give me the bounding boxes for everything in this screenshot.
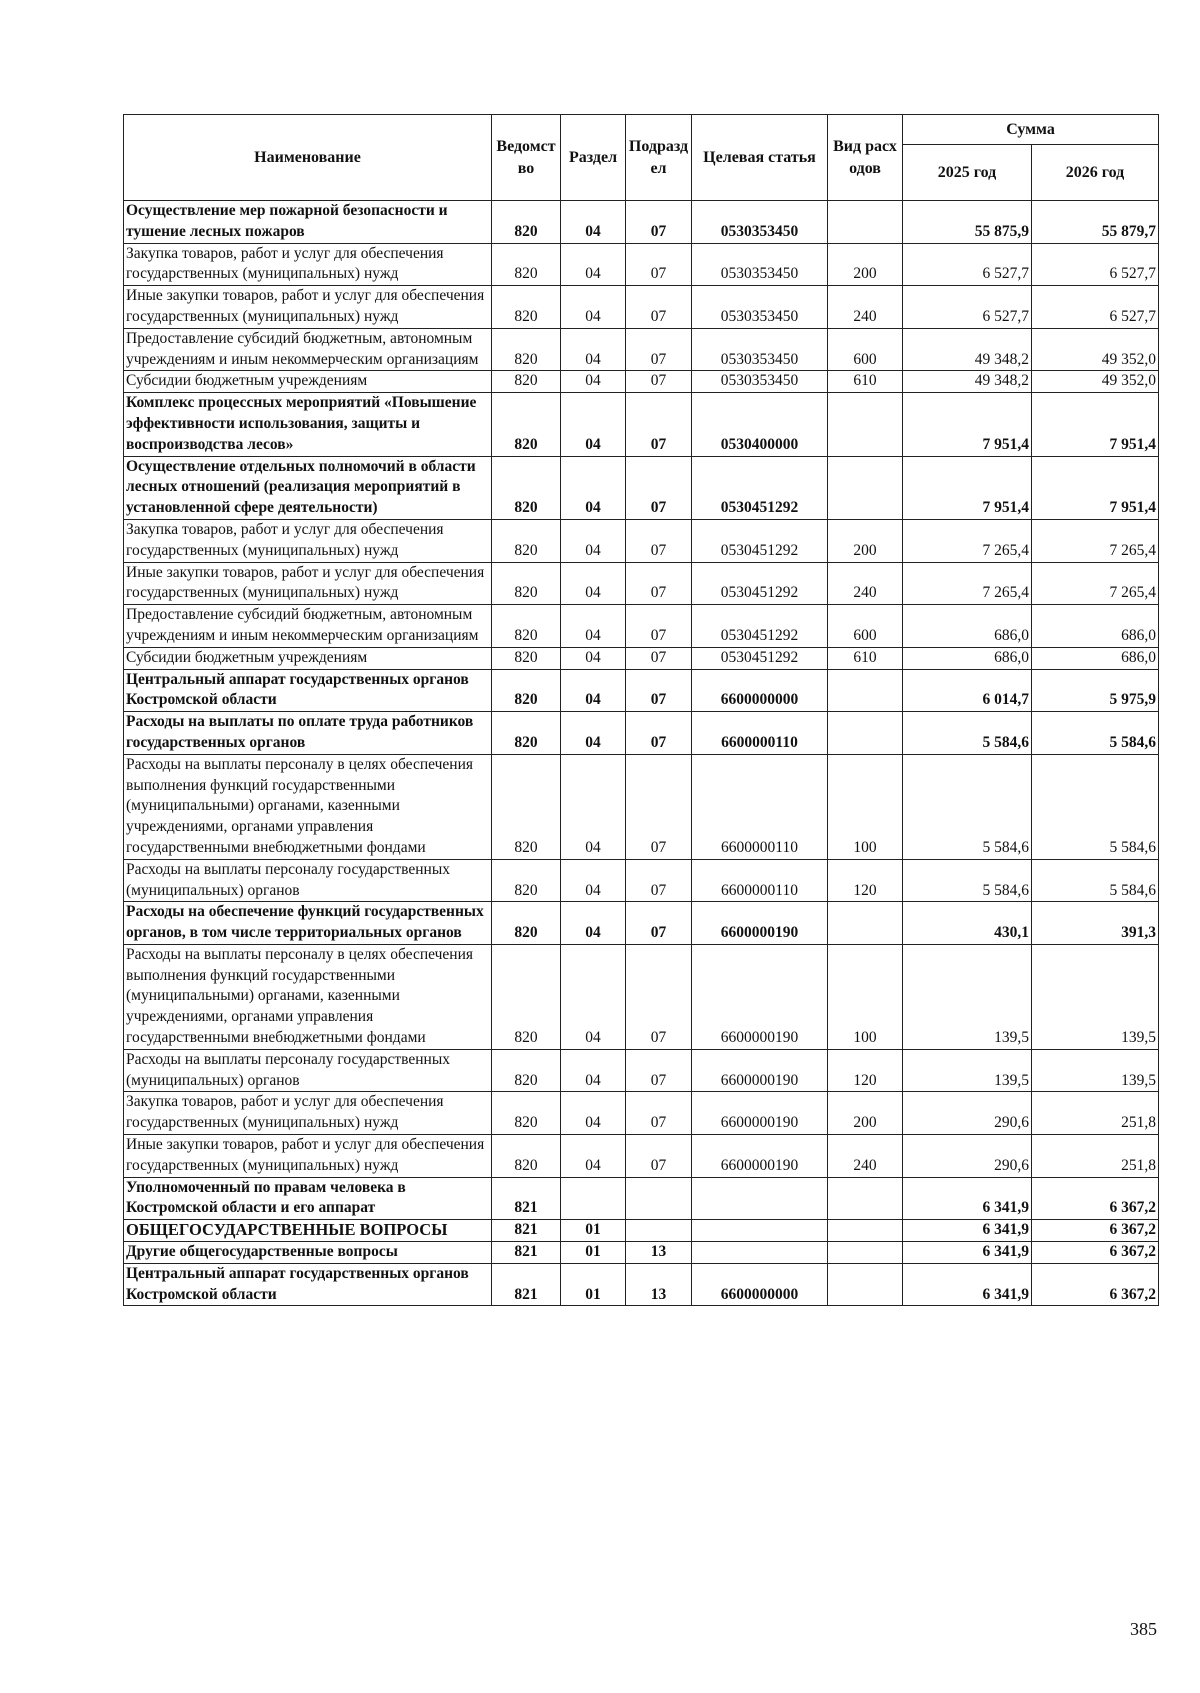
row-vedomstvo: 820	[492, 754, 561, 859]
header-year-2026: 2026 год	[1032, 145, 1159, 201]
row-vedomstvo: 821	[492, 1263, 561, 1306]
row-razdel: 04	[561, 328, 626, 371]
table-row	[124, 605, 1159, 648]
row-vedomstvo: 820	[492, 456, 561, 519]
table-row	[124, 669, 1159, 712]
row-vedomstvo: 820	[492, 562, 561, 605]
row-sum-2026: 686,0	[1032, 647, 1159, 669]
row-name: Расходы на выплаты персоналу государственных (муниципальных) органов	[124, 859, 492, 902]
row-razdel: 04	[561, 456, 626, 519]
row-sum-2026: 6 367,2	[1032, 1220, 1159, 1242]
table-row	[124, 754, 1159, 859]
row-sum-2026: 391,3	[1032, 902, 1159, 945]
row-name: Осуществление отдельных полномочий в области лесных отношений (реализация мероприятий в установленной сфере деятельности)	[124, 456, 492, 519]
row-celevaya-statya: 0530451292	[692, 519, 828, 562]
row-vid-raskhodov	[828, 456, 903, 519]
page-number: 385	[1130, 1619, 1157, 1639]
row-vid-raskhodov	[828, 1242, 903, 1264]
row-vedomstvo: 821	[492, 1220, 561, 1242]
row-vid-raskhodov: 120	[828, 1049, 903, 1092]
row-podrazdel: 07	[626, 647, 692, 669]
row-celevaya-statya: 6600000190	[692, 1092, 828, 1135]
row-celevaya-statya: 0530451292	[692, 647, 828, 669]
row-vedomstvo: 820	[492, 393, 561, 456]
row-vid-raskhodov	[828, 712, 903, 755]
row-razdel: 04	[561, 562, 626, 605]
row-celevaya-statya	[692, 1177, 828, 1220]
row-razdel: 04	[561, 1135, 626, 1178]
row-vid-raskhodov: 240	[828, 286, 903, 329]
row-podrazdel: 07	[626, 754, 692, 859]
row-vid-raskhodov: 240	[828, 1135, 903, 1178]
row-celevaya-statya: 0530353450	[692, 286, 828, 329]
row-vedomstvo: 820	[492, 328, 561, 371]
header-vid-raskhodov: Вид расходов	[828, 115, 903, 201]
row-celevaya-statya: 6600000110	[692, 859, 828, 902]
row-podrazdel: 07	[626, 456, 692, 519]
row-sum-2026: 139,5	[1032, 944, 1159, 1049]
row-vid-raskhodov	[828, 902, 903, 945]
row-vid-raskhodov	[828, 1177, 903, 1220]
row-celevaya-statya: 0530353450	[692, 243, 828, 286]
row-podrazdel: 07	[626, 712, 692, 755]
row-sum-2025: 5 584,6	[903, 859, 1032, 902]
row-razdel: 04	[561, 201, 626, 244]
table-row	[124, 201, 1159, 244]
table-row	[124, 647, 1159, 669]
row-name: Предоставление субсидий бюджетным, автономным учреждениям и иным некоммерческим организациям	[124, 605, 492, 648]
row-podrazdel: 07	[626, 562, 692, 605]
row-celevaya-statya: 6600000000	[692, 669, 828, 712]
row-sum-2026: 5 975,9	[1032, 669, 1159, 712]
row-podrazdel: 07	[626, 371, 692, 393]
row-vid-raskhodov	[828, 1220, 903, 1242]
row-name: Субсидии бюджетным учреждениям	[124, 371, 492, 393]
row-podrazdel: 07	[626, 1092, 692, 1135]
row-vedomstvo: 821	[492, 1177, 561, 1220]
row-sum-2026: 6 367,2	[1032, 1242, 1159, 1264]
row-celevaya-statya: 0530353450	[692, 201, 828, 244]
row-name: Расходы на обеспечение функций государственных органов, в том числе территориальных органов	[124, 902, 492, 945]
row-razdel: 04	[561, 669, 626, 712]
row-celevaya-statya: 0530400000	[692, 393, 828, 456]
row-sum-2026: 5 584,6	[1032, 712, 1159, 755]
table-row	[124, 243, 1159, 286]
row-sum-2025: 686,0	[903, 605, 1032, 648]
header-celevaya-statya: Целевая статья	[692, 115, 828, 201]
row-sum-2025: 6 341,9	[903, 1220, 1032, 1242]
row-podrazdel: 07	[626, 859, 692, 902]
row-sum-2026: 55 879,7	[1032, 201, 1159, 244]
row-celevaya-statya	[692, 1220, 828, 1242]
row-vedomstvo: 820	[492, 286, 561, 329]
row-name: Иные закупки товаров, работ и услуг для обеспечения государственных (муниципальных) нужд	[124, 286, 492, 329]
row-sum-2025: 49 348,2	[903, 371, 1032, 393]
row-sum-2025: 290,6	[903, 1092, 1032, 1135]
row-vedomstvo: 820	[492, 605, 561, 648]
row-vid-raskhodov: 200	[828, 1092, 903, 1135]
row-vedomstvo: 820	[492, 201, 561, 244]
row-podrazdel: 07	[626, 201, 692, 244]
row-razdel	[561, 1177, 626, 1220]
row-podrazdel: 07	[626, 243, 692, 286]
row-sum-2025: 5 584,6	[903, 712, 1032, 755]
row-sum-2025: 6 527,7	[903, 243, 1032, 286]
table-row	[124, 1092, 1159, 1135]
row-razdel: 01	[561, 1263, 626, 1306]
row-sum-2025: 7 951,4	[903, 456, 1032, 519]
row-razdel: 04	[561, 371, 626, 393]
row-sum-2025: 7 951,4	[903, 393, 1032, 456]
row-podrazdel: 13	[626, 1242, 692, 1264]
row-razdel: 04	[561, 647, 626, 669]
row-sum-2026: 6 367,2	[1032, 1177, 1159, 1220]
row-vedomstvo: 820	[492, 712, 561, 755]
budget-table	[123, 114, 1159, 1306]
row-celevaya-statya: 0530451292	[692, 562, 828, 605]
row-razdel: 04	[561, 605, 626, 648]
header-podrazdel: Подраздел	[626, 115, 692, 201]
row-name: Комплекс процессных мероприятий «Повышение эффективности использования, защиты и воспроизводства лесов»	[124, 393, 492, 456]
row-name: Центральный аппарат государственных органов Костромской области	[124, 669, 492, 712]
table-row	[124, 371, 1159, 393]
row-podrazdel: 07	[626, 605, 692, 648]
row-razdel: 04	[561, 1049, 626, 1092]
table-row	[124, 859, 1159, 902]
table-row	[124, 902, 1159, 945]
row-name: Уполномоченный по правам человека в Костромской области и его аппарат	[124, 1177, 492, 1220]
row-podrazdel: 07	[626, 286, 692, 329]
row-razdel: 04	[561, 286, 626, 329]
row-vid-raskhodov	[828, 393, 903, 456]
row-celevaya-statya: 6600000110	[692, 754, 828, 859]
row-sum-2025: 7 265,4	[903, 519, 1032, 562]
row-sum-2026: 5 584,6	[1032, 754, 1159, 859]
row-name: ОБЩЕГОСУДАРСТВЕННЫЕ ВОПРОСЫ	[124, 1220, 492, 1242]
row-razdel: 04	[561, 393, 626, 456]
row-name: Другие общегосударственные вопросы	[124, 1242, 492, 1264]
row-sum-2026: 7 265,4	[1032, 519, 1159, 562]
row-vedomstvo: 820	[492, 944, 561, 1049]
row-podrazdel: 07	[626, 328, 692, 371]
row-name: Закупка товаров, работ и услуг для обеспечения государственных (муниципальных) нужд	[124, 1092, 492, 1135]
row-vid-raskhodov	[828, 1263, 903, 1306]
row-celevaya-statya: 6600000000	[692, 1263, 828, 1306]
table-row	[124, 1242, 1159, 1264]
row-sum-2026: 686,0	[1032, 605, 1159, 648]
row-vedomstvo: 820	[492, 243, 561, 286]
header-year-2025: 2025 год	[903, 145, 1032, 201]
row-vid-raskhodov: 610	[828, 371, 903, 393]
row-podrazdel	[626, 1177, 692, 1220]
row-sum-2025: 6 014,7	[903, 669, 1032, 712]
row-sum-2026: 7 951,4	[1032, 456, 1159, 519]
row-sum-2025: 6 341,9	[903, 1242, 1032, 1264]
row-name: Иные закупки товаров, работ и услуг для обеспечения государственных (муниципальных) нужд	[124, 562, 492, 605]
header-razdel: Раздел	[561, 115, 626, 201]
row-name: Расходы на выплаты персоналу государственных (муниципальных) органов	[124, 1049, 492, 1092]
row-sum-2026: 251,8	[1032, 1135, 1159, 1178]
row-name: Осуществление мер пожарной безопасности и тушение лесных пожаров	[124, 201, 492, 244]
row-sum-2025: 6 341,9	[903, 1177, 1032, 1220]
row-vid-raskhodov: 200	[828, 243, 903, 286]
table-row	[124, 286, 1159, 329]
row-podrazdel: 07	[626, 1049, 692, 1092]
row-celevaya-statya: 0530451292	[692, 456, 828, 519]
row-sum-2025: 139,5	[903, 944, 1032, 1049]
table-body	[124, 201, 1159, 1306]
row-sum-2025: 6 341,9	[903, 1263, 1032, 1306]
row-celevaya-statya: 6600000190	[692, 902, 828, 945]
row-sum-2026: 49 352,0	[1032, 371, 1159, 393]
row-vedomstvo: 820	[492, 669, 561, 712]
row-vid-raskhodov: 240	[828, 562, 903, 605]
row-name: Предоставление субсидий бюджетным, автономным учреждениям и иным некоммерческим организациям	[124, 328, 492, 371]
row-vid-raskhodov: 100	[828, 754, 903, 859]
budget-sheet	[123, 114, 1158, 1306]
row-celevaya-statya: 6600000190	[692, 1135, 828, 1178]
row-name: Закупка товаров, работ и услуг для обеспечения государственных (муниципальных) нужд	[124, 243, 492, 286]
table-row	[124, 393, 1159, 456]
row-sum-2025: 290,6	[903, 1135, 1032, 1178]
row-sum-2026: 7 265,4	[1032, 562, 1159, 605]
row-celevaya-statya: 6600000190	[692, 1049, 828, 1092]
row-podrazdel: 07	[626, 669, 692, 712]
row-vid-raskhodov	[828, 669, 903, 712]
row-name: Центральный аппарат государственных органов Костромской области	[124, 1263, 492, 1306]
row-vedomstvo: 820	[492, 859, 561, 902]
table-row	[124, 1263, 1159, 1306]
row-podrazdel: 13	[626, 1263, 692, 1306]
row-razdel: 04	[561, 902, 626, 945]
row-name: Иные закупки товаров, работ и услуг для обеспечения государственных (муниципальных) нужд	[124, 1135, 492, 1178]
row-sum-2025: 7 265,4	[903, 562, 1032, 605]
header-summa: Сумма	[903, 115, 1159, 145]
row-name: Субсидии бюджетным учреждениям	[124, 647, 492, 669]
row-sum-2025: 49 348,2	[903, 328, 1032, 371]
row-name: Расходы на выплаты персоналу в целях обеспечения выполнения функций государственными (муниципальными) органами, казенными учреждениями, органами управления государственными внебюджетными фондами	[124, 944, 492, 1049]
row-vedomstvo: 821	[492, 1242, 561, 1264]
row-razdel: 04	[561, 712, 626, 755]
row-vedomstvo: 820	[492, 647, 561, 669]
row-celevaya-statya: 0530451292	[692, 605, 828, 648]
row-sum-2026: 6 367,2	[1032, 1263, 1159, 1306]
header-vedomstvo: Ведомство	[492, 115, 561, 201]
row-sum-2026: 139,5	[1032, 1049, 1159, 1092]
row-name: Расходы на выплаты по оплате труда работников государственных органов	[124, 712, 492, 755]
row-celevaya-statya: 0530353450	[692, 328, 828, 371]
row-sum-2025: 55 875,9	[903, 201, 1032, 244]
row-razdel: 04	[561, 754, 626, 859]
row-vid-raskhodov	[828, 201, 903, 244]
table-row	[124, 1049, 1159, 1092]
row-sum-2026: 7 951,4	[1032, 393, 1159, 456]
table-row	[124, 328, 1159, 371]
row-vid-raskhodov: 120	[828, 859, 903, 902]
row-vid-raskhodov: 200	[828, 519, 903, 562]
row-celevaya-statya: 6600000110	[692, 712, 828, 755]
row-sum-2025: 686,0	[903, 647, 1032, 669]
table-row	[124, 944, 1159, 1049]
table-row	[124, 1220, 1159, 1242]
row-name: Закупка товаров, работ и услуг для обеспечения государственных (муниципальных) нужд	[124, 519, 492, 562]
row-razdel: 04	[561, 944, 626, 1049]
row-vid-raskhodov: 600	[828, 605, 903, 648]
row-sum-2026: 5 584,6	[1032, 859, 1159, 902]
table-row	[124, 456, 1159, 519]
row-sum-2026: 49 352,0	[1032, 328, 1159, 371]
row-razdel: 04	[561, 243, 626, 286]
row-razdel: 01	[561, 1220, 626, 1242]
row-celevaya-statya: 0530353450	[692, 371, 828, 393]
row-sum-2025: 139,5	[903, 1049, 1032, 1092]
row-sum-2025: 5 584,6	[903, 754, 1032, 859]
row-podrazdel: 07	[626, 902, 692, 945]
table-row	[124, 1177, 1159, 1220]
row-podrazdel: 07	[626, 944, 692, 1049]
row-vedomstvo: 820	[492, 1092, 561, 1135]
row-razdel: 04	[561, 1092, 626, 1135]
row-vid-raskhodov: 100	[828, 944, 903, 1049]
row-vedomstvo: 820	[492, 1135, 561, 1178]
row-vedomstvo: 820	[492, 371, 561, 393]
row-sum-2026: 6 527,7	[1032, 243, 1159, 286]
row-podrazdel: 07	[626, 1135, 692, 1178]
row-razdel: 04	[561, 519, 626, 562]
row-sum-2026: 6 527,7	[1032, 286, 1159, 329]
table-row	[124, 712, 1159, 755]
row-sum-2025: 6 527,7	[903, 286, 1032, 329]
header-name: Наименование	[124, 115, 492, 201]
row-vedomstvo: 820	[492, 902, 561, 945]
row-podrazdel	[626, 1220, 692, 1242]
row-vedomstvo: 820	[492, 519, 561, 562]
row-razdel: 01	[561, 1242, 626, 1264]
row-podrazdel: 07	[626, 393, 692, 456]
table-row	[124, 519, 1159, 562]
row-celevaya-statya	[692, 1242, 828, 1264]
row-vedomstvo: 820	[492, 1049, 561, 1092]
row-sum-2026: 251,8	[1032, 1092, 1159, 1135]
row-podrazdel: 07	[626, 519, 692, 562]
row-name: Расходы на выплаты персоналу в целях обеспечения выполнения функций государственными (муниципальными) органами, казенными учреждениями, органами управления государственными внебюджетными фондами	[124, 754, 492, 859]
row-vid-raskhodov: 610	[828, 647, 903, 669]
row-sum-2025: 430,1	[903, 902, 1032, 945]
row-vid-raskhodov: 600	[828, 328, 903, 371]
table-row	[124, 562, 1159, 605]
row-celevaya-statya: 6600000190	[692, 944, 828, 1049]
row-razdel: 04	[561, 859, 626, 902]
table-row	[124, 1135, 1159, 1178]
